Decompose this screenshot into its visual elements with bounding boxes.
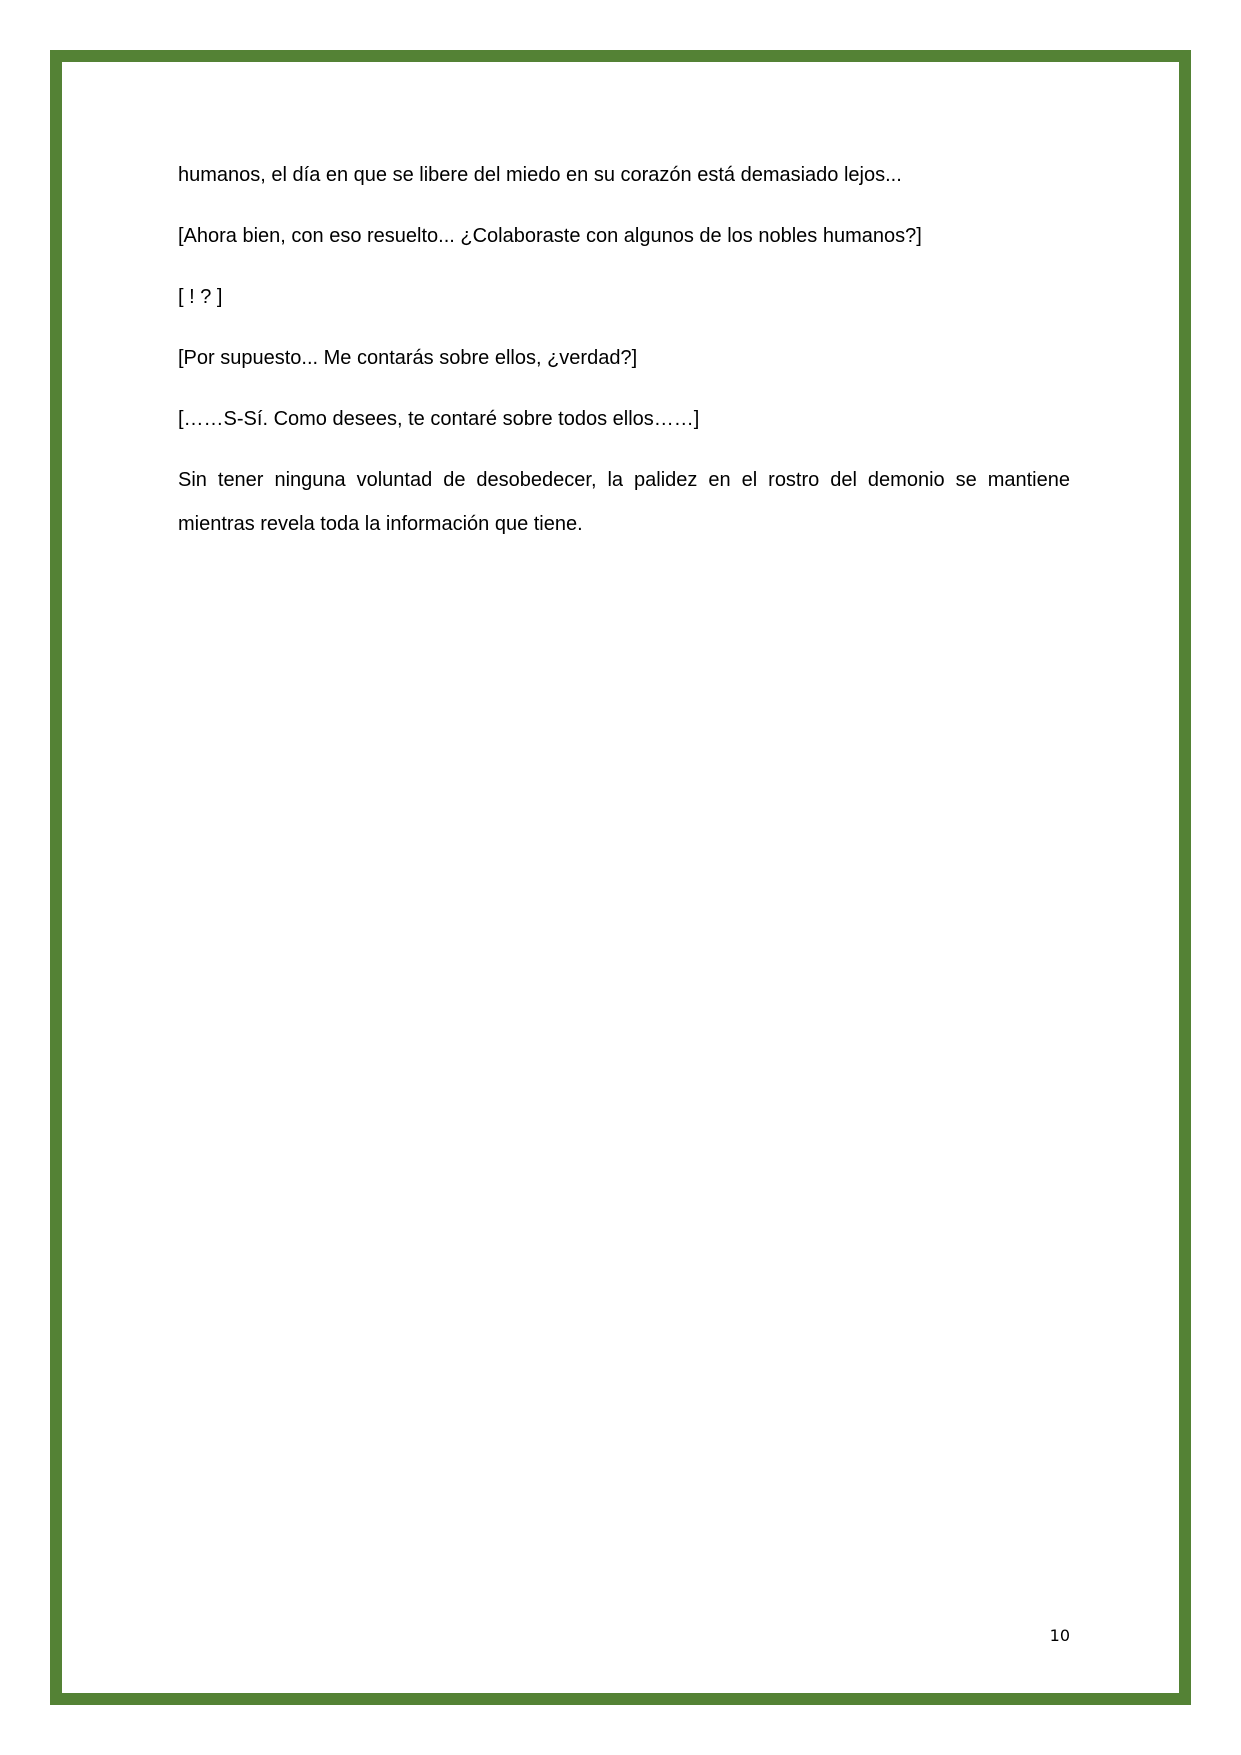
paragraph: Sin tener ninguna voluntad de desobedecer, la palidez en el rostro del demonio se mantiene mientras revela toda la información que tiene. (178, 469, 1070, 535)
paragraph: [……S-Sí. Como desees, te contaré sobre todos ellos……] (178, 408, 700, 430)
paragraph: humanos, el día en que se libere del miedo en su corazón está demasiado lejos... (178, 164, 902, 186)
paragraph: [Por supuesto... Me contarás sobre ellos, ¿verdad?] (178, 347, 638, 369)
paragraph: [Ahora bien, con eso resuelto... ¿Colaboraste con algunos de los nobles humanos?] (178, 225, 922, 247)
page-number: 10 (1049, 1626, 1070, 1645)
paragraph: [ ! ? ] (178, 286, 223, 308)
page-body (178, 153, 1070, 563)
